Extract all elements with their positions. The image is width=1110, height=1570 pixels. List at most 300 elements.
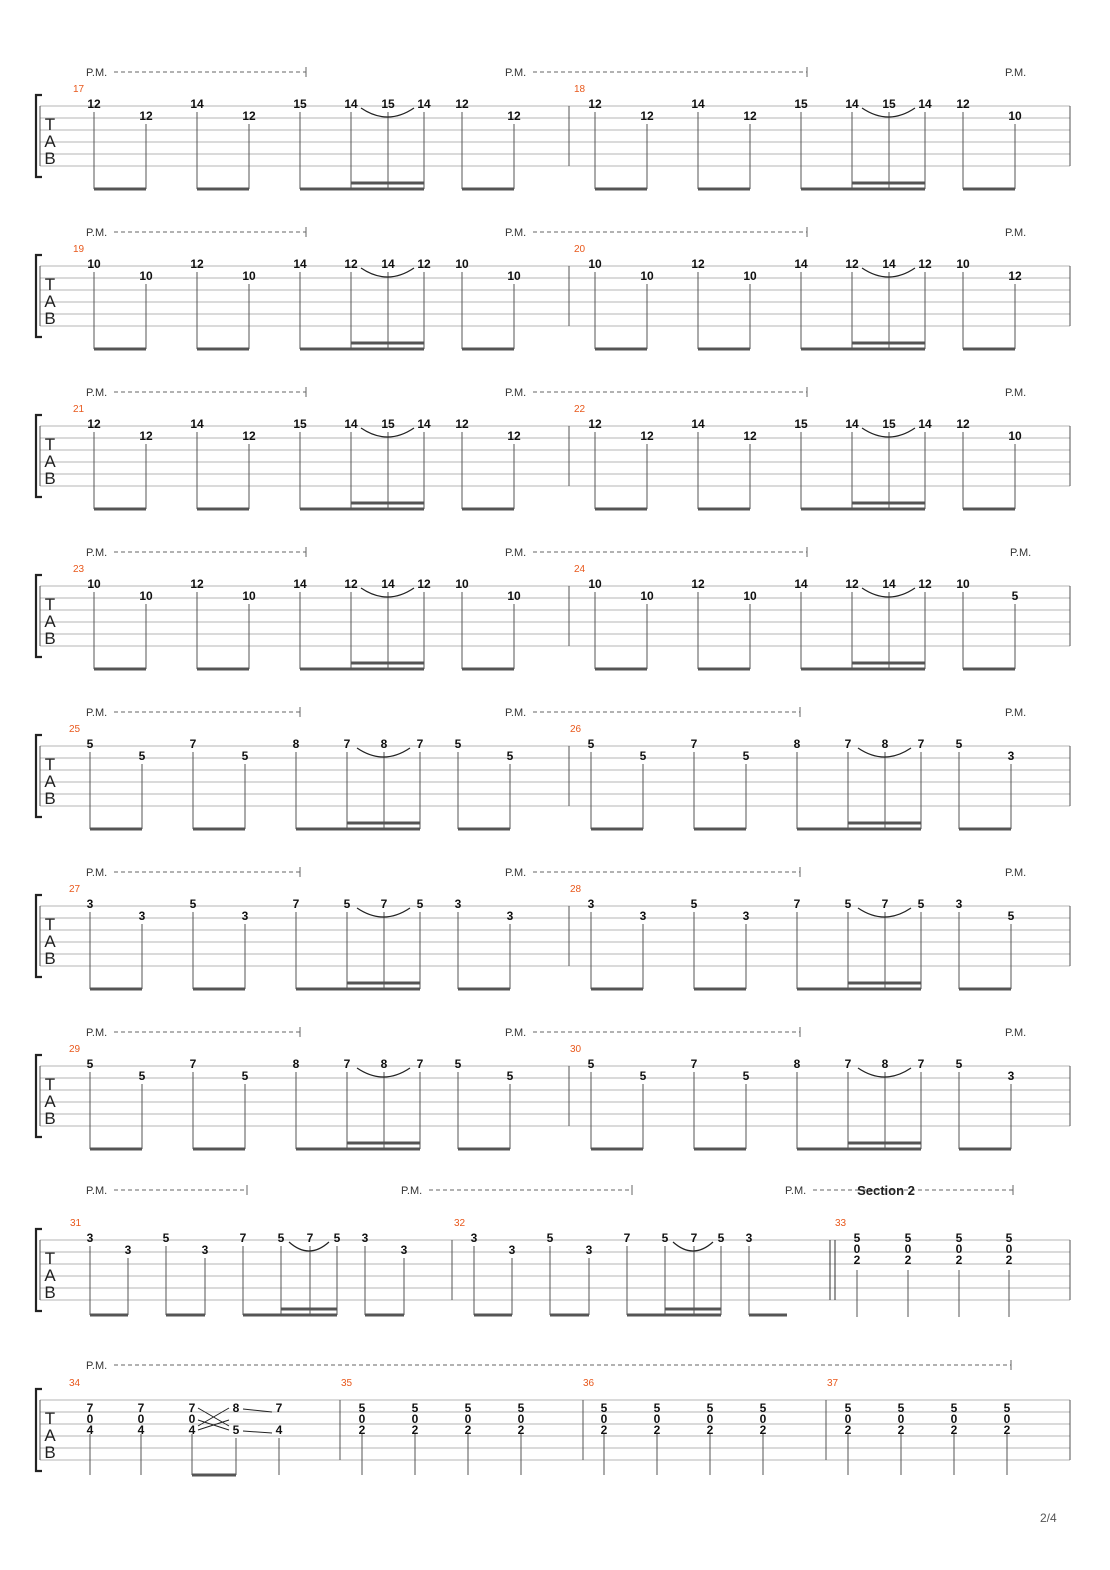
fret-number: 12	[242, 109, 256, 123]
bar-number: 19	[73, 244, 85, 255]
tab-clef-b: B	[44, 789, 56, 808]
fret-number: 14	[691, 417, 705, 431]
fret-number: 3	[454, 897, 462, 911]
fret-number: 14	[293, 577, 307, 591]
fret-number: 0	[411, 1412, 419, 1426]
fret-number: 10	[1008, 429, 1022, 443]
tab-clef-t: T	[44, 435, 56, 454]
fret-number: 14	[845, 97, 859, 111]
fret-number: 12	[691, 577, 705, 591]
fret-number: 5	[517, 1401, 525, 1415]
fret-number: 0	[188, 1412, 196, 1426]
fret-number: 0	[86, 1412, 94, 1426]
fret-number: 7	[239, 1231, 247, 1245]
tab-clef-b: B	[44, 149, 56, 168]
fret-number: 0	[358, 1412, 366, 1426]
bar-number: 27	[69, 884, 81, 895]
palm-mute-label: P.M.	[86, 387, 108, 399]
fret-number: 0	[706, 1412, 714, 1426]
system-bracket	[36, 255, 42, 337]
fret-number: 3	[508, 1243, 516, 1257]
fret-number: 7	[623, 1231, 631, 1245]
fret-number: 14	[190, 97, 204, 111]
fret-number: 5	[277, 1231, 285, 1245]
fret-number: 5	[1011, 589, 1019, 603]
fret-number: 7	[188, 1401, 196, 1415]
tab-clef-b: B	[44, 629, 56, 648]
tab-clef-a: A	[44, 1092, 56, 1111]
fret-number: 0	[1003, 1412, 1011, 1426]
fret-number: 2	[897, 1423, 905, 1437]
fret-number: 5	[411, 1401, 419, 1415]
fret-number: 5	[506, 1069, 514, 1083]
palm-mute-label: P.M.	[505, 387, 527, 399]
bar-number: 31	[70, 1218, 82, 1229]
fret-number: 14	[918, 97, 932, 111]
fret-number: 2	[1005, 1253, 1013, 1267]
fret-number: 5	[138, 1069, 146, 1083]
fret-number: 2	[653, 1423, 661, 1437]
palm-mute-label: P.M.	[86, 867, 108, 879]
tab-system	[36, 387, 1070, 509]
fret-number: 3	[1007, 1069, 1015, 1083]
fret-number: 14	[381, 577, 395, 591]
fret-number: 14	[918, 417, 932, 431]
fret-number: 15	[381, 417, 395, 431]
fret-number: 5	[464, 1401, 472, 1415]
bar-number: 23	[73, 564, 85, 575]
fret-number: 15	[794, 417, 808, 431]
fret-number: 12	[691, 257, 705, 271]
fret-number: 0	[517, 1412, 525, 1426]
palm-mute-label: P.M.	[505, 707, 527, 719]
fret-number: 7	[690, 737, 698, 751]
fret-number: 15	[882, 97, 896, 111]
fret-number: 2	[1003, 1423, 1011, 1437]
fret-number: 7	[380, 897, 388, 911]
fret-number: 15	[381, 97, 395, 111]
fret-number: 14	[344, 97, 358, 111]
fret-number: 15	[293, 417, 307, 431]
system-bracket	[36, 1389, 42, 1471]
fret-number: 12	[640, 429, 654, 443]
fret-number: 15	[293, 97, 307, 111]
tab-clef-t: T	[44, 1249, 56, 1268]
fret-number: 5	[587, 737, 595, 751]
fret-number: 14	[381, 257, 395, 271]
palm-mute-label: P.M.	[1005, 67, 1027, 79]
fret-number: 3	[400, 1243, 408, 1257]
fret-number: 2	[904, 1253, 912, 1267]
fret-number: 0	[759, 1412, 767, 1426]
fret-number: 5	[358, 1401, 366, 1415]
fret-number: 10	[507, 589, 521, 603]
palm-mute-label: P.M.	[1005, 227, 1027, 239]
system-bracket	[36, 1229, 42, 1311]
tab-clef-a: A	[44, 932, 56, 951]
tab-clef-b: B	[44, 949, 56, 968]
fret-number: 3	[86, 1231, 94, 1245]
tab-system	[36, 1183, 1070, 1317]
page-number: 2/4	[1040, 1511, 1057, 1525]
fret-number: 2	[464, 1423, 472, 1437]
fret-number: 0	[464, 1412, 472, 1426]
fret-number: 2	[411, 1423, 419, 1437]
tab-system	[36, 547, 1070, 669]
fret-number: 5	[844, 897, 852, 911]
palm-mute-label: P.M.	[785, 1185, 807, 1197]
bar-number: 21	[73, 404, 85, 415]
tab-clef-b: B	[44, 1443, 56, 1462]
fret-number: 5	[333, 1231, 341, 1245]
fret-number: 5	[1007, 909, 1015, 923]
tab-clef-b: B	[44, 469, 56, 488]
bar-number: 22	[574, 404, 586, 415]
fret-number: 3	[742, 909, 750, 923]
bar-number: 32	[454, 1218, 466, 1229]
bar-number: 34	[69, 1378, 81, 1389]
fret-number: 12	[588, 417, 602, 431]
fret-number: 0	[904, 1242, 912, 1256]
fret-number: 12	[87, 97, 101, 111]
bar-number: 17	[73, 84, 85, 95]
fret-number: 3	[241, 909, 249, 923]
palm-mute-label: P.M.	[505, 67, 527, 79]
fret-number: 5	[241, 749, 249, 763]
fret-number: 5	[897, 1401, 905, 1415]
palm-mute-label: P.M.	[505, 867, 527, 879]
fret-number: 14	[190, 417, 204, 431]
fret-number: 12	[918, 257, 932, 271]
fret-number: 2	[706, 1423, 714, 1437]
fret-number: 10	[242, 269, 256, 283]
fret-number: 5	[853, 1231, 861, 1245]
fret-number: 5	[546, 1231, 554, 1245]
fret-number: 12	[455, 97, 469, 111]
palm-mute-label: P.M.	[505, 1027, 527, 1039]
bar-number: 25	[69, 724, 81, 735]
fret-number: 12	[588, 97, 602, 111]
fret-number: 10	[139, 269, 153, 283]
bar-number: 37	[827, 1378, 839, 1389]
tab-clef-a: A	[44, 292, 56, 311]
system-bracket	[36, 575, 42, 657]
fret-number: 0	[653, 1412, 661, 1426]
fret-number: 12	[190, 257, 204, 271]
tab-clef-t: T	[44, 595, 56, 614]
fret-number: 2	[844, 1423, 852, 1437]
tab-clef-t: T	[44, 275, 56, 294]
fret-number: 7	[416, 1057, 424, 1071]
palm-mute-label: P.M.	[86, 67, 108, 79]
fret-number: 10	[588, 577, 602, 591]
tab-clef-t: T	[44, 915, 56, 934]
fret-number: 0	[1005, 1242, 1013, 1256]
palm-mute-label: P.M.	[1005, 867, 1027, 879]
fret-number: 15	[882, 417, 896, 431]
tab-clef-t: T	[44, 755, 56, 774]
fret-number: 14	[845, 417, 859, 431]
fret-number: 7	[275, 1401, 283, 1415]
fret-number: 5	[86, 737, 94, 751]
tab-clef-b: B	[44, 1283, 56, 1302]
fret-number: 5	[717, 1231, 725, 1245]
palm-mute-label: P.M.	[86, 227, 108, 239]
fret-number: 5	[706, 1401, 714, 1415]
fret-number: 3	[587, 897, 595, 911]
fret-number: 2	[759, 1423, 767, 1437]
fret-number: 5	[343, 897, 351, 911]
tab-clef-a: A	[44, 452, 56, 471]
system-bracket	[36, 895, 42, 977]
fret-number: 3	[745, 1231, 753, 1245]
fret-number: 7	[416, 737, 424, 751]
fret-number: 5	[742, 749, 750, 763]
fret-number: 2	[358, 1423, 366, 1437]
fret-number: 5	[742, 1069, 750, 1083]
fret-number: 8	[793, 1057, 801, 1071]
fret-number: 5	[86, 1057, 94, 1071]
fret-number: 0	[600, 1412, 608, 1426]
bar-number: 20	[574, 244, 586, 255]
fret-number: 8	[292, 1057, 300, 1071]
fret-number: 5	[232, 1423, 240, 1437]
palm-mute-label: P.M.	[86, 1185, 108, 1197]
fret-number: 10	[743, 589, 757, 603]
fret-number: 7	[343, 1057, 351, 1071]
fret-number: 2	[955, 1253, 963, 1267]
fret-number: 5	[661, 1231, 669, 1245]
palm-mute-label: P.M.	[86, 1360, 108, 1372]
system-bracket	[36, 95, 42, 177]
fret-number: 2	[600, 1423, 608, 1437]
fret-number: 5	[759, 1401, 767, 1415]
fret-number: 4	[188, 1423, 196, 1437]
bar-number: 28	[570, 884, 582, 895]
bar-number: 33	[835, 1218, 847, 1229]
fret-number: 3	[470, 1231, 478, 1245]
palm-mute-label: P.M.	[1005, 387, 1027, 399]
tab-clef-b: B	[44, 1109, 56, 1128]
fret-number: 5	[416, 897, 424, 911]
tab-system	[36, 867, 1070, 989]
fret-number: 12	[139, 109, 153, 123]
fret-number: 12	[417, 577, 431, 591]
tab-system	[36, 1360, 1070, 1475]
fret-number: 8	[793, 737, 801, 751]
fret-number: 5	[241, 1069, 249, 1083]
bar-number: 30	[570, 1044, 582, 1055]
fret-number: 10	[242, 589, 256, 603]
fret-number: 5	[950, 1401, 958, 1415]
tab-clef-a: A	[44, 132, 56, 151]
fret-number: 5	[600, 1401, 608, 1415]
tab-clef-b: B	[44, 309, 56, 328]
fret-number: 3	[201, 1243, 209, 1257]
fret-number: 14	[882, 257, 896, 271]
fret-number: 2	[950, 1423, 958, 1437]
tab-clef-t: T	[44, 1409, 56, 1428]
fret-number: 5	[639, 1069, 647, 1083]
fret-number: 10	[139, 589, 153, 603]
fret-number: 12	[640, 109, 654, 123]
tab-system	[36, 1027, 1070, 1149]
fret-number: 12	[87, 417, 101, 431]
fret-number: 14	[882, 577, 896, 591]
palm-mute-label: P.M.	[401, 1185, 423, 1197]
fret-number: 8	[881, 1057, 889, 1071]
bar-number: 36	[583, 1378, 595, 1389]
fret-number: 12	[956, 97, 970, 111]
palm-mute-label: P.M.	[505, 547, 527, 559]
fret-number: 5	[587, 1057, 595, 1071]
palm-mute-label: P.M.	[86, 707, 108, 719]
fret-number: 12	[845, 257, 859, 271]
fret-number: 3	[639, 909, 647, 923]
palm-mute-label: P.M.	[1005, 707, 1027, 719]
fret-number: 12	[190, 577, 204, 591]
fret-number: 5	[904, 1231, 912, 1245]
fret-number: 5	[955, 1231, 963, 1245]
fret-number: 14	[417, 97, 431, 111]
fret-number: 12	[455, 417, 469, 431]
tab-system	[36, 227, 1070, 349]
fret-number: 7	[881, 897, 889, 911]
fret-number: 5	[955, 1057, 963, 1071]
fret-number: 5	[653, 1401, 661, 1415]
fret-number: 14	[794, 257, 808, 271]
fret-number: 12	[845, 577, 859, 591]
tab-system	[36, 67, 1070, 189]
fret-number: 7	[793, 897, 801, 911]
fret-number: 0	[897, 1412, 905, 1426]
fret-number: 3	[506, 909, 514, 923]
fret-number: 14	[293, 257, 307, 271]
fret-number: 5	[844, 1401, 852, 1415]
fret-number: 12	[242, 429, 256, 443]
fret-number: 7	[306, 1231, 314, 1245]
fret-number: 5	[639, 749, 647, 763]
tab-clef-a: A	[44, 1266, 56, 1285]
fret-number: 3	[86, 897, 94, 911]
palm-mute-label: P.M.	[1010, 547, 1032, 559]
fret-number: 15	[794, 97, 808, 111]
palm-mute-label: P.M.	[1005, 1027, 1027, 1039]
tab-clef-a: A	[44, 612, 56, 631]
section-label: Section 2	[857, 1183, 915, 1198]
fret-number: 14	[794, 577, 808, 591]
fret-number: 7	[343, 737, 351, 751]
fret-number: 5	[917, 897, 925, 911]
fret-number: 0	[844, 1412, 852, 1426]
palm-mute-label: P.M.	[86, 1027, 108, 1039]
system-bracket	[36, 1055, 42, 1137]
palm-mute-label: P.M.	[505, 227, 527, 239]
fret-number: 5	[690, 897, 698, 911]
fret-number: 3	[138, 909, 146, 923]
bar-number: 26	[570, 724, 582, 735]
system-bracket	[36, 735, 42, 817]
fret-number: 12	[743, 109, 757, 123]
fret-number: 10	[640, 589, 654, 603]
fret-number: 12	[344, 577, 358, 591]
fret-number: 7	[917, 737, 925, 751]
fret-number: 7	[137, 1401, 145, 1415]
fret-number: 0	[853, 1242, 861, 1256]
fret-number: 7	[844, 737, 852, 751]
fret-number: 5	[454, 1057, 462, 1071]
fret-number: 7	[292, 897, 300, 911]
fret-number: 8	[881, 737, 889, 751]
fret-number: 12	[918, 577, 932, 591]
fret-number: 12	[507, 429, 521, 443]
fret-number: 8	[380, 737, 388, 751]
fret-number: 4	[86, 1423, 94, 1437]
fret-number: 0	[955, 1242, 963, 1256]
fret-number: 8	[292, 737, 300, 751]
fret-number: 5	[1003, 1401, 1011, 1415]
fret-number: 12	[417, 257, 431, 271]
bar-number: 29	[69, 1044, 81, 1055]
tab-clef-a: A	[44, 1426, 56, 1445]
fret-number: 10	[956, 577, 970, 591]
tab-clef-t: T	[44, 115, 56, 134]
fret-number: 10	[640, 269, 654, 283]
fret-number: 3	[124, 1243, 132, 1257]
fret-number: 7	[189, 1057, 197, 1071]
fret-number: 12	[956, 417, 970, 431]
fret-number: 3	[1007, 749, 1015, 763]
fret-number: 3	[955, 897, 963, 911]
fret-number: 5	[189, 897, 197, 911]
fret-number: 7	[189, 737, 197, 751]
fret-number: 7	[690, 1231, 698, 1245]
fret-number: 10	[956, 257, 970, 271]
fret-number: 10	[1008, 109, 1022, 123]
fret-number: 10	[455, 257, 469, 271]
tab-clef-t: T	[44, 1075, 56, 1094]
fret-number: 10	[87, 257, 101, 271]
fret-number: 4	[137, 1423, 145, 1437]
fret-number: 14	[344, 417, 358, 431]
fret-number: 0	[950, 1412, 958, 1426]
fret-number: 10	[507, 269, 521, 283]
fret-number: 8	[380, 1057, 388, 1071]
bar-number: 24	[574, 564, 586, 575]
bar-number: 35	[341, 1378, 353, 1389]
fret-number: 10	[743, 269, 757, 283]
fret-number: 7	[917, 1057, 925, 1071]
fret-number: 10	[588, 257, 602, 271]
palm-mute-label: P.M.	[86, 547, 108, 559]
fret-number: 0	[137, 1412, 145, 1426]
fret-number: 4	[275, 1423, 283, 1437]
bar-number: 18	[574, 84, 586, 95]
tab-system	[36, 707, 1070, 829]
fret-number: 12	[344, 257, 358, 271]
fret-number: 14	[691, 97, 705, 111]
fret-number: 12	[743, 429, 757, 443]
fret-number: 2	[517, 1423, 525, 1437]
fret-number: 5	[506, 749, 514, 763]
fret-number: 5	[138, 749, 146, 763]
tab-clef-a: A	[44, 772, 56, 791]
fret-number: 5	[1005, 1231, 1013, 1245]
fret-number: 12	[507, 109, 521, 123]
fret-number: 7	[690, 1057, 698, 1071]
fret-number: 10	[87, 577, 101, 591]
fret-number: 2	[853, 1253, 861, 1267]
